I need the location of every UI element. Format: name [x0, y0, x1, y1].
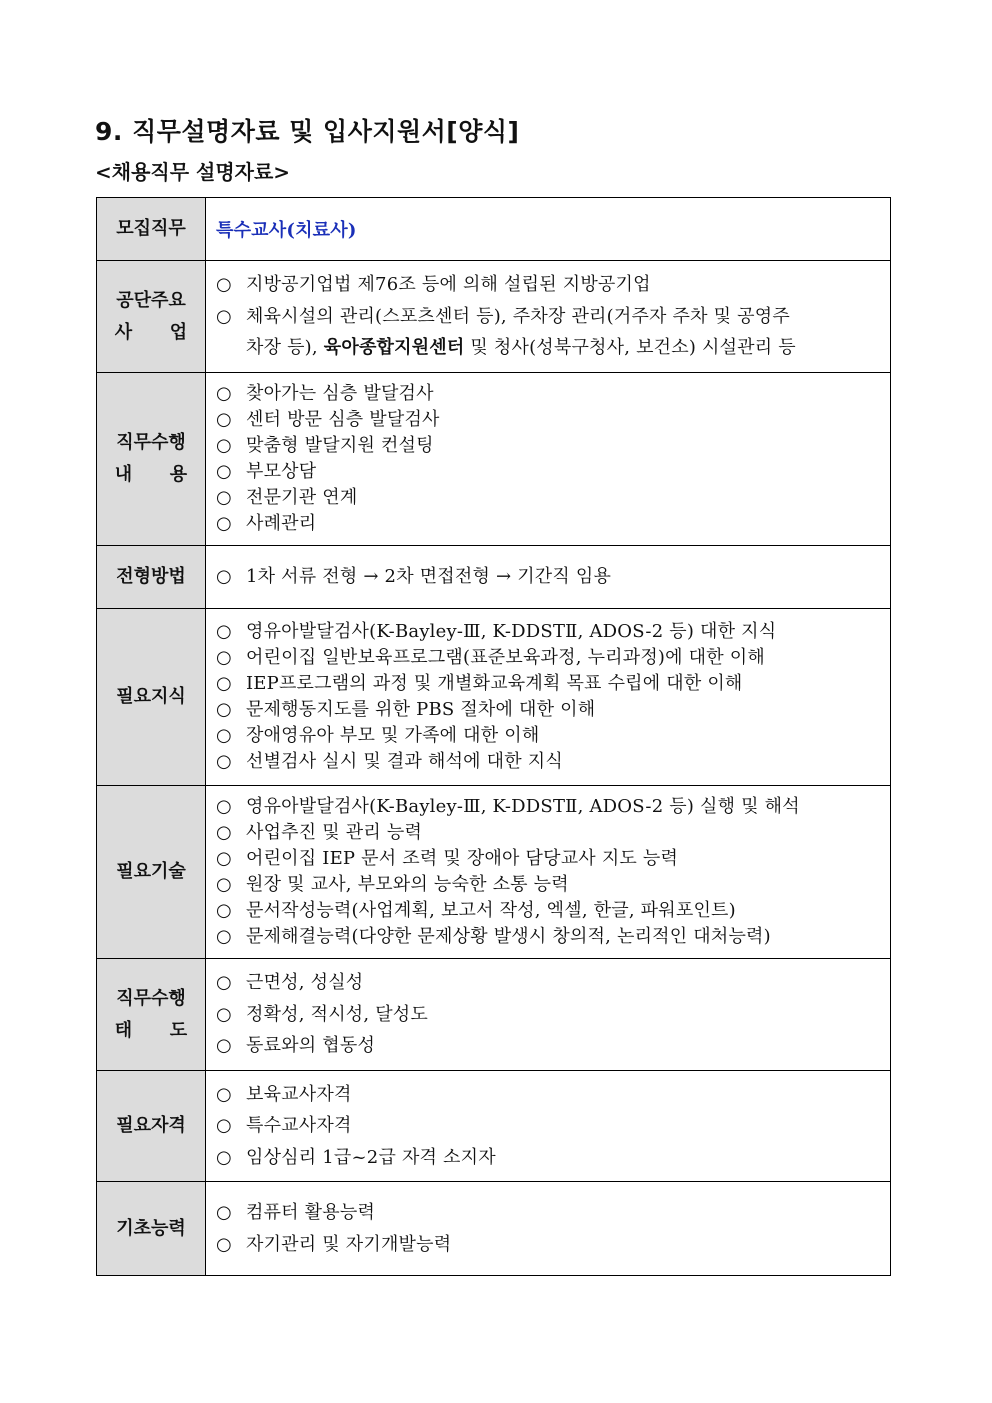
list-item: ○ 보육교사자격 [216, 1079, 890, 1111]
table-row-required-skills [97, 786, 891, 959]
circle-bullet-icon: ○ [216, 900, 232, 921]
list-item: ○ 동료와의 협동성 [216, 1030, 890, 1062]
row-label: 공단주요 사 업 [97, 261, 206, 373]
circle-bullet-icon: ○ [216, 848, 232, 869]
circle-bullet-icon: ○ [216, 621, 232, 642]
circle-bullet-icon: ○ [216, 383, 232, 404]
list-item: ○ 임상심리 1급~2급 자격 소지자 [216, 1142, 890, 1174]
list-item: ○ 컴퓨터 활용능력 [216, 1197, 890, 1229]
row-content [206, 198, 891, 261]
list-item: ○ 센터 방문 심층 발달검사 [216, 407, 890, 433]
row-content [206, 1182, 891, 1276]
table-row-basic-abilities [97, 1182, 891, 1276]
circle-bullet-icon: ○ [216, 822, 232, 843]
circle-bullet-icon: ○ [216, 566, 232, 587]
position-value: 특수교사(치료사) [216, 220, 357, 241]
row-label: 직무수행 태 도 [97, 959, 206, 1071]
table-row-selection-process [97, 546, 891, 609]
row-content [206, 609, 891, 786]
circle-bullet-icon: ○ [216, 725, 232, 746]
list-item: ○ 찾아가는 심층 발달검사 [216, 381, 890, 407]
circle-bullet-icon: ○ [216, 1083, 232, 1105]
list-item: ○ 문서작성능력(사업계획, 보고서 작성, 엑셀, 한글, 파워포인트) [216, 898, 890, 924]
circle-bullet-icon: ○ [216, 461, 232, 482]
list-item: ○ IEP프로그램의 과정 및 개별화교육계획 목표 수립에 대한 이해 [216, 671, 890, 697]
list-item: ○ 전문기관 연계 [216, 485, 890, 511]
row-label: 기초능력 [97, 1182, 206, 1276]
list-item: ○ 장애영유아 부모 및 가족에 대한 이해 [216, 723, 890, 749]
list-item: ○ 자기관리 및 자기개발능력 [216, 1229, 890, 1261]
list-item: ○ 1차 서류 전형 → 2차 면접전형 → 기간직 임용 [216, 564, 890, 590]
circle-bullet-icon: ○ [216, 874, 232, 895]
row-label: 직무수행 내 용 [97, 373, 206, 546]
row-content [206, 1071, 891, 1182]
circle-bullet-icon: ○ [216, 1035, 232, 1057]
row-label: 모집직무 [97, 198, 206, 261]
list-item: ○ 영유아발달검사(K-Bayley-Ⅲ, K-DDSTⅡ, ADOS-2 등) 실행 및 해석 [216, 794, 890, 820]
list-item: ○ 영유아발달검사(K-Bayley-Ⅲ, K-DDSTⅡ, ADOS-2 등) 대한 지식 [216, 619, 890, 645]
circle-bullet-icon: ○ [216, 673, 232, 694]
circle-bullet-icon: ○ [216, 751, 232, 772]
list-item: ○ 어린이집 일반보육프로그램(표준보육과정, 누리과정)에 대한 이해 [216, 645, 890, 671]
list-item: ○ 문제행동지도를 위한 PBS 절차에 대한 이해 [216, 697, 890, 723]
circle-bullet-icon: ○ [216, 1202, 232, 1223]
table-row-main-business [97, 261, 891, 373]
section-subtitle: <채용직무 설명자료> [95, 160, 291, 184]
table-row-duties [97, 373, 891, 546]
row-content [206, 546, 891, 609]
list-item: ○ 맞춤형 발달지원 컨설팅 [216, 433, 890, 459]
row-content [206, 786, 891, 959]
page-title: 9. 직무설명자료 및 입사지원서[양식] [95, 117, 520, 146]
row-content [206, 261, 891, 373]
row-label: 필요자격 [97, 1071, 206, 1182]
circle-bullet-icon: ○ [216, 435, 232, 456]
circle-bullet-icon: ○ [216, 513, 232, 534]
circle-bullet-icon: ○ [216, 926, 232, 947]
table-row-required-knowledge [97, 609, 891, 786]
circle-bullet-icon: ○ [216, 1233, 232, 1255]
circle-bullet-icon: ○ [216, 274, 232, 296]
table-row-qualifications [97, 1071, 891, 1182]
circle-bullet-icon: ○ [216, 647, 232, 668]
circle-bullet-icon: ○ [216, 972, 232, 994]
circle-bullet-icon: ○ [216, 487, 232, 508]
circle-bullet-icon: ○ [216, 1146, 232, 1168]
row-label: 필요기술 [97, 786, 206, 959]
circle-bullet-icon: ○ [216, 1115, 232, 1137]
list-item: ○ 선별검사 실시 및 결과 해석에 대한 지식 [216, 749, 890, 775]
list-item: ○ 지방공기업법 제76조 등에 의해 설립된 지방공기업 [216, 269, 890, 301]
circle-bullet-icon: ○ [216, 699, 232, 720]
list-item: ○ 문제해결능력(다양한 문제상황 발생시 창의적, 논리적인 대처능력) [216, 924, 890, 950]
row-content [206, 373, 891, 546]
job-description-table [96, 197, 891, 1276]
list-item: ○ 정확성, 적시성, 달성도 [216, 999, 890, 1031]
list-item: ○ 부모상담 [216, 459, 890, 485]
row-content [206, 959, 891, 1071]
table-row-attitude [97, 959, 891, 1071]
circle-bullet-icon: ○ [216, 305, 232, 327]
list-item: ○ 근면성, 성실성 [216, 967, 890, 999]
list-item: ○ 원장 및 교사, 부모와의 능숙한 소통 능력 [216, 872, 890, 898]
circle-bullet-icon: ○ [216, 409, 232, 430]
list-item-continued: 차장 등), 육아종합지원센터 및 청사(성북구청사, 보건소) 시설관리 등 [246, 337, 796, 359]
list-item: ○ 특수교사자격 [216, 1110, 890, 1142]
row-label: 전형방법 [97, 546, 206, 609]
list-item: ○ 사업추진 및 관리 능력 [216, 820, 890, 846]
list-item: ○ 사례관리 [216, 511, 890, 537]
row-label: 필요지식 [97, 609, 206, 786]
table-row-recruit-position [97, 198, 891, 261]
circle-bullet-icon: ○ [216, 1003, 232, 1025]
circle-bullet-icon: ○ [216, 796, 232, 817]
list-item: ○ 체육시설의 관리(스포츠센터 등), 주차장 관리(거주자 주차 및 공영주 [216, 301, 890, 333]
highlight-text: 육아종합지원센터 [323, 337, 465, 359]
list-item: ○ 어린이집 IEP 문서 조력 및 장애아 담당교사 지도 능력 [216, 846, 890, 872]
